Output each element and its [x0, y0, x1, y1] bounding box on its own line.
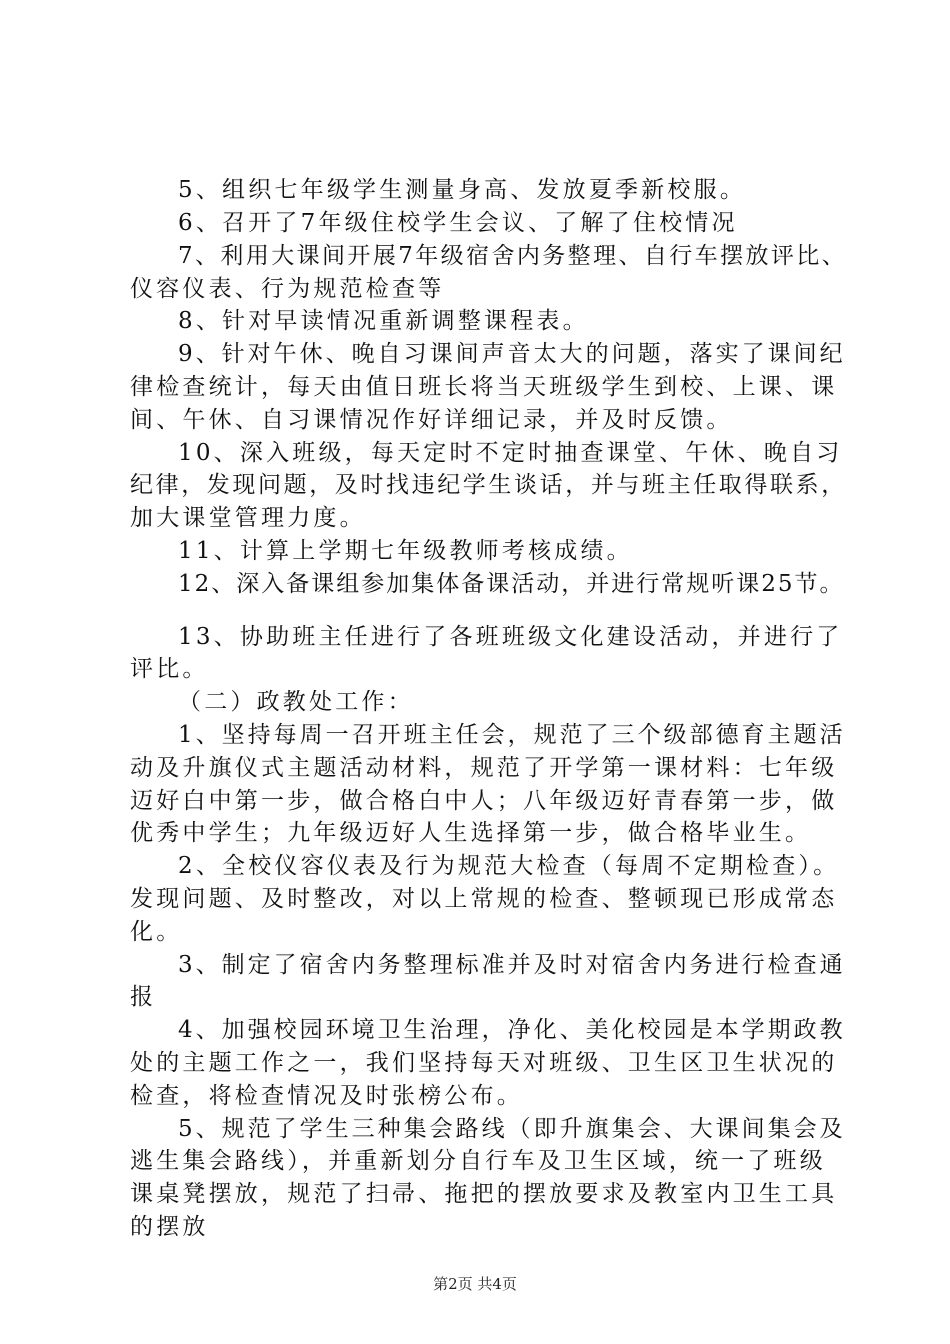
text-line: 9、针对午休、晚自习课间声音太大的问题，落实了课间纪: [178, 341, 846, 367]
text-line: 化。: [130, 919, 183, 945]
text-line: 报: [130, 984, 157, 1010]
text-line: 逃生集会路线），并重新划分自行车及卫生区域，统一了班级: [130, 1148, 826, 1174]
text-line: 处的主题工作之一，我们坚持每天对班级、卫生区卫生状况的: [130, 1050, 838, 1076]
text-line: 10、深入班级，每天定时不定时抽查课堂、午休、晚自习: [178, 440, 843, 466]
text-line: 发现问题、及时整改，对以上常规的检查、整顿现已形成常态: [130, 886, 838, 912]
text-line: 迈好白中第一步，做合格白中人；八年级迈好青春第一步，做: [130, 788, 838, 814]
page-footer: 第2页 共4页: [433, 1275, 517, 1293]
text-line: 律检查统计，每天由值日班长将当天班级学生到校、上课、课: [130, 374, 838, 400]
text-line: 优秀中学生；九年级迈好人生选择第一步，做合格毕业生。: [130, 820, 812, 846]
text-line: 纪律，发现问题，及时找违纪学生谈话，并与班主任取得联系，: [130, 472, 847, 498]
text-line: 检查，将检查情况及时张榜公布。: [130, 1083, 523, 1109]
text-line: 5、组织七年级学生测量身高、发放夏季新校服。: [178, 177, 747, 203]
text-line: 3、制定了宿舍内务整理标准并及时对宿舍内务进行检查通: [178, 952, 846, 978]
text-line: 仪容仪表、行为规范检查等: [130, 276, 445, 302]
text-line: 13、协助班主任进行了各班班级文化建设活动，并进行了: [178, 624, 843, 650]
text-line: 1、坚持每周一召开班主任会，规范了三个级部德育主题活: [178, 722, 846, 748]
text-line: 6、召开了7年级住校学生会议、了解了住校情况: [178, 210, 738, 236]
text-line: 评比。: [130, 656, 209, 682]
text-line: 12、深入备课组参加集体备课活动，并进行常规听课25节。: [178, 571, 845, 597]
text-line: 7、利用大课间开展7年级宿舍内务整理、自行车摆放评比、: [178, 243, 848, 269]
text-line: 动及升旗仪式主题活动材料，规范了开学第一课材料：七年级: [130, 755, 838, 781]
text-line: 的摆放: [130, 1214, 209, 1240]
text-line: 4、加强校园环境卫生治理，净化、美化校园是本学期政教: [178, 1017, 846, 1043]
text-line: 加大课堂管理力度。: [130, 505, 366, 531]
section-heading: （二）政教处工作：: [178, 689, 414, 715]
text-line: 8、针对早读情况重新调整课程表。: [178, 308, 589, 334]
text-line: 2、全校仪容仪表及行为规范大检查（每周不定期检查）。: [178, 853, 840, 879]
text-line: 5、规范了学生三种集会路线（即升旗集会、大课间集会及: [178, 1116, 846, 1142]
text-line: 11、计算上学期七年级教师考核成绩。: [178, 538, 633, 564]
text-line: 课桌凳摆放，规范了扫帚、拖把的摆放要求及教室内卫生工具: [130, 1181, 838, 1207]
text-line: 间、午休、自习课情况作好详细记录，并及时反馈。: [130, 407, 733, 433]
